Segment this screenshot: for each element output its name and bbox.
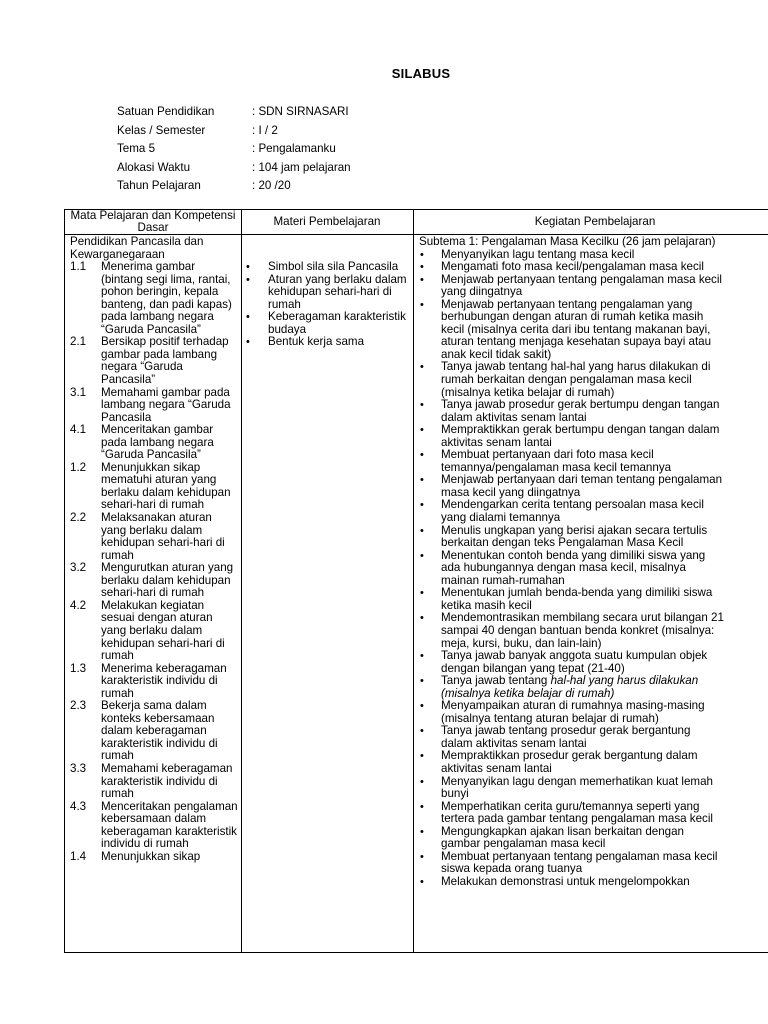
bullet-icon: • bbox=[420, 800, 424, 813]
kompetensi-number: 1.3 bbox=[70, 661, 87, 675]
materi-list bbox=[243, 261, 410, 349]
kompetensi-text: Memahami keberagaman karakteristik individu di rumah bbox=[101, 761, 233, 801]
bullet-icon: • bbox=[420, 587, 424, 600]
kompetensi-number: 3.2 bbox=[70, 561, 87, 575]
kompetensi-text: Menerima gambar (bintang segi lima, rantai, pohon beringin, kepala banteng, dan padi kapas) pada lambang negara “Garuda Pancasila” bbox=[101, 260, 232, 336]
kompetensi-text: Menceritakan pengalaman kebersamaan dalam keberagaman karakteristik individu di rumah bbox=[101, 799, 238, 851]
bullet-icon: • bbox=[420, 700, 424, 713]
kompetensi-item bbox=[70, 763, 238, 801]
header-kompetensi: Mata Pelajaran dan Kompetensi Dasar bbox=[70, 209, 236, 234]
kegiatan-text: Menyanyikan lagu tentang masa kecil bbox=[441, 247, 635, 261]
kegiatan-text: Menyanyikan lagu dengan memerhatikan kuat lemah bunyi bbox=[441, 774, 713, 801]
kegiatan-item bbox=[419, 424, 725, 449]
bullet-icon: • bbox=[246, 336, 250, 349]
kegiatan-item bbox=[419, 499, 725, 524]
kegiatan-item bbox=[419, 675, 725, 700]
bullet-icon: • bbox=[420, 875, 424, 888]
kegiatan-italic-text: hal-hal yang harus dilakukan (misalnya ketika belajar di rumah) bbox=[441, 674, 699, 700]
kegiatan-item bbox=[419, 750, 725, 775]
kompetensi-number: 2.2 bbox=[70, 511, 87, 525]
kegiatan-text: Menentukan jumlah benda-benda yang dimiliki siswa ketika masih kecil bbox=[441, 586, 713, 612]
kompetensi-text: Menunjukkan sikap bbox=[101, 849, 201, 863]
bullet-icon: • bbox=[246, 261, 250, 273]
column-divider bbox=[413, 210, 414, 952]
kompetensi-item bbox=[70, 600, 238, 663]
kompetensi-item bbox=[70, 462, 238, 512]
kegiatan-item bbox=[419, 449, 725, 474]
kegiatan-text: Mendemontrasikan membilang secara urut bilangan 21 sampai 40 dengan bantuan benda konkret (misalnya: meja, kursi, buku, dan lain-lain) bbox=[441, 611, 724, 650]
kegiatan-text: Tanya jawab tentang prosedur gerak bergantung dalam aktivitas senam lantai bbox=[441, 724, 691, 750]
materi-item bbox=[243, 274, 410, 312]
kegiatan-text: Mengungkapkan ajakan lisan berkaitan dengan gambar pengalaman masa kecil bbox=[441, 824, 685, 851]
bullet-icon: • bbox=[420, 474, 424, 487]
kompetensi-column bbox=[70, 236, 238, 863]
kegiatan-text: Tanya jawab tentang hal-hal yang harus dilakukan di rumah berkaitan dengan pengalaman masa kecil (misalnya ketika belajar di rumah) bbox=[441, 360, 711, 399]
kompetensi-item bbox=[70, 801, 238, 851]
subtema-heading: Subtema 1: Pengalaman Masa Kecilku (26 jam pelajaran) bbox=[419, 235, 716, 248]
kegiatan-item bbox=[419, 650, 725, 675]
kompetensi-text: Menunjukkan sikap mematuhi aturan yang berlaku dalam kehidupan sehari-hari di rumah bbox=[101, 460, 231, 512]
kegiatan-text: Menulis ungkapan yang berisi ajakan secara tertulis berkaitan dengan teks Pengalaman Masa Kecil bbox=[441, 523, 708, 550]
kegiatan-item bbox=[419, 474, 725, 499]
kompetensi-item bbox=[70, 512, 238, 562]
meta-label: Tahun Pelajaran bbox=[117, 179, 201, 192]
kegiatan-list bbox=[419, 249, 725, 889]
bullet-icon: • bbox=[420, 361, 424, 374]
materi-text: Simbol sila sila Pancasila bbox=[268, 260, 399, 273]
meta-value: : 20 /20 bbox=[252, 179, 291, 192]
bullet-icon: • bbox=[420, 775, 424, 788]
kegiatan-text: Mempraktikkan prosedur gerak bergantung dalam aktivitas senam lantai bbox=[441, 749, 698, 775]
kegiatan-item bbox=[419, 525, 725, 550]
kompetensi-number: 3.3 bbox=[70, 761, 87, 775]
syllabus-table bbox=[64, 209, 768, 953]
kegiatan-text: Tanya jawab prosedur gerak bertumpu dengan tangan dalam aktivitas senam lantai bbox=[441, 398, 720, 424]
meta-value: : 104 jam pelajaran bbox=[252, 160, 351, 174]
kompetensi-number: 1.1 bbox=[70, 260, 87, 274]
meta-value: : I / 2 bbox=[252, 123, 278, 137]
bullet-icon: • bbox=[420, 261, 424, 274]
kompetensi-number: 3.1 bbox=[70, 385, 87, 399]
kegiatan-text: Menjawab pertanyaan dari teman tentang pengalaman masa kecil yang diingatnya bbox=[441, 473, 723, 499]
kegiatan-item bbox=[419, 399, 725, 424]
materi-text: Keberagaman karakteristik budaya bbox=[268, 310, 406, 336]
kompetensi-text: Melaksanakan aturan yang berlaku dalam kehidupan sehari-hari di rumah bbox=[101, 511, 225, 562]
kompetensi-item bbox=[70, 700, 238, 763]
kompetensi-number: 1.2 bbox=[70, 460, 87, 474]
kompetensi-number: 2.3 bbox=[70, 699, 87, 713]
kompetensi-item bbox=[70, 663, 238, 701]
kegiatan-item bbox=[419, 612, 725, 650]
kegiatan-item bbox=[419, 550, 725, 588]
materi-item bbox=[243, 336, 410, 349]
materi-item bbox=[243, 311, 410, 336]
kompetensi-number: 1.4 bbox=[70, 849, 87, 863]
bullet-icon: • bbox=[420, 399, 424, 412]
kegiatan-item bbox=[419, 725, 725, 750]
kompetensi-item bbox=[70, 387, 238, 425]
meta-value: : Pengalamanku bbox=[252, 142, 336, 155]
kegiatan-item bbox=[419, 587, 725, 612]
kegiatan-item bbox=[419, 299, 725, 362]
bullet-icon: • bbox=[420, 248, 424, 261]
kegiatan-text: Menentukan contoh benda yang dimiliki siswa yang ada hubungannya dengan masa kecil, misalnya mainan rumah-rumahan bbox=[441, 548, 706, 587]
bullet-icon: • bbox=[420, 424, 424, 437]
bullet-icon: • bbox=[420, 549, 424, 562]
bullet-icon: • bbox=[246, 273, 250, 286]
kegiatan-text: Tanya jawab banyak anggota suatu kumpulan objek dengan bilangan yang tepat (21-40) bbox=[441, 649, 708, 675]
kegiatan-text: Menjawab pertanyaan tentang pengalaman yang berhubungan dengan aturan di rumah ketika masih kecil (misalnya cerita dari ibu tentang makanan bayi, aturan tentang menjaga kesehatan supaya bayi atau anak kecil tidak sakit) bbox=[441, 297, 712, 361]
kegiatan-text: Mempraktikkan gerak bertumpu dengan tangan dalam aktivitas senam lantai bbox=[441, 423, 720, 449]
header-kegiatan: Kegiatan Pembelajaran bbox=[534, 215, 656, 228]
bullet-icon: • bbox=[420, 725, 424, 738]
kompetensi-text: Memahami gambar pada lambang negara “Garuda Pancasila bbox=[101, 385, 231, 424]
kegiatan-item bbox=[419, 876, 725, 889]
meta-label: Alokasi Waktu bbox=[117, 160, 191, 174]
kompetensi-number: 2.1 bbox=[70, 335, 87, 349]
kegiatan-text: Mendengarkan cerita tentang persoalan masa kecil yang dialami temannya bbox=[441, 498, 704, 525]
kompetensi-text: Bersikap positif terhadap gambar pada lambang negara “Garuda Pancasila” bbox=[101, 335, 229, 387]
bullet-icon: • bbox=[420, 650, 424, 663]
kompetensi-item bbox=[70, 424, 238, 462]
kompetensi-number: 4.2 bbox=[70, 598, 87, 612]
column-divider bbox=[241, 210, 242, 952]
kegiatan-item bbox=[419, 851, 725, 876]
kompetensi-item bbox=[70, 336, 238, 386]
kegiatan-item bbox=[419, 700, 725, 725]
materi-column bbox=[243, 236, 410, 349]
bullet-icon: • bbox=[420, 298, 424, 311]
bullet-icon: • bbox=[246, 311, 250, 324]
kompetensi-text: Menceritakan gambar pada lambang negara “Garuda Pancasila” bbox=[101, 423, 214, 462]
kompetensi-number: 4.1 bbox=[70, 423, 87, 437]
kegiatan-text: Melakukan demonstrasi untuk mengelompokkan bbox=[441, 874, 690, 888]
bullet-icon: • bbox=[420, 449, 424, 462]
bullet-icon: • bbox=[420, 612, 424, 625]
kegiatan-text: Membuat pertanyaan dari foto masa kecil temannya/pengalaman masa kecil temannya bbox=[441, 448, 672, 474]
kegiatan-text: Membuat pertanyaan tentang pengalaman masa kecil siswa kepada orang tuanya bbox=[441, 849, 718, 876]
bullet-icon: • bbox=[420, 825, 424, 838]
meta-label: Tema 5 bbox=[117, 142, 156, 155]
kegiatan-column bbox=[419, 236, 725, 888]
meta-value: : SDN SIRNASARI bbox=[252, 105, 349, 118]
materi-text: Bentuk kerja sama bbox=[268, 335, 365, 349]
kompetensi-text: Menerima keberagaman karakteristik individu di rumah bbox=[101, 661, 227, 700]
bullet-icon: • bbox=[420, 273, 424, 286]
bullet-icon: • bbox=[420, 850, 424, 863]
kegiatan-text: Menyampaikan aturan di rumahnya masing-masing (misalnya tentang aturan belajar di rumah) bbox=[441, 699, 705, 725]
meta-label: Satuan Pendidikan bbox=[117, 105, 215, 118]
kegiatan-item bbox=[419, 801, 725, 826]
bullet-icon: • bbox=[420, 524, 424, 537]
kegiatan-item bbox=[419, 274, 725, 299]
kompetensi-number: 4.3 bbox=[70, 799, 87, 813]
kegiatan-item bbox=[419, 361, 725, 399]
bullet-icon: • bbox=[420, 499, 424, 512]
materi-text: Aturan yang berlaku dalam kehidupan sehari-hari di rumah bbox=[268, 272, 407, 311]
meta-label: Kelas / Semester bbox=[117, 123, 206, 137]
kegiatan-text: Memperhatikan cerita guru/temannya seperti yang tertera pada gambar tentang pengalaman masa kecil bbox=[441, 799, 713, 826]
kompetensi-text: Mengurutkan aturan yang berlaku dalam kehidupan sehari-hari di rumah bbox=[101, 561, 234, 600]
subject-title: Pendidikan Pancasila dan Kewarganegaraan bbox=[70, 235, 204, 261]
kompetensi-text: Bekerja sama dalam konteks kebersamaan dalam keberagaman karakteristik individu di rumah bbox=[101, 699, 218, 763]
kompetensi-text: Melakukan kegiatan sesuai dengan aturan yang berlaku dalam kehidupan sehari-hari di rumah bbox=[101, 598, 225, 663]
bullet-icon: • bbox=[420, 750, 424, 763]
header-materi: Materi Pembelajaran bbox=[273, 215, 381, 228]
kompetensi-item bbox=[70, 562, 238, 600]
kegiatan-item bbox=[419, 776, 725, 801]
kegiatan-text: Menjawab pertanyaan tentang pengalaman masa kecil yang diingatnya bbox=[441, 272, 723, 299]
kompetensi-item bbox=[70, 261, 238, 336]
kegiatan-item bbox=[419, 826, 725, 851]
bullet-icon: • bbox=[420, 675, 424, 688]
kompetensi-item bbox=[70, 851, 238, 864]
kegiatan-text: Mengamati foto masa kecil/pengalaman masa kecil bbox=[441, 260, 704, 274]
document-title: SILABUS bbox=[391, 66, 451, 81]
kegiatan-text: Tanya jawab tentang bbox=[441, 674, 551, 688]
